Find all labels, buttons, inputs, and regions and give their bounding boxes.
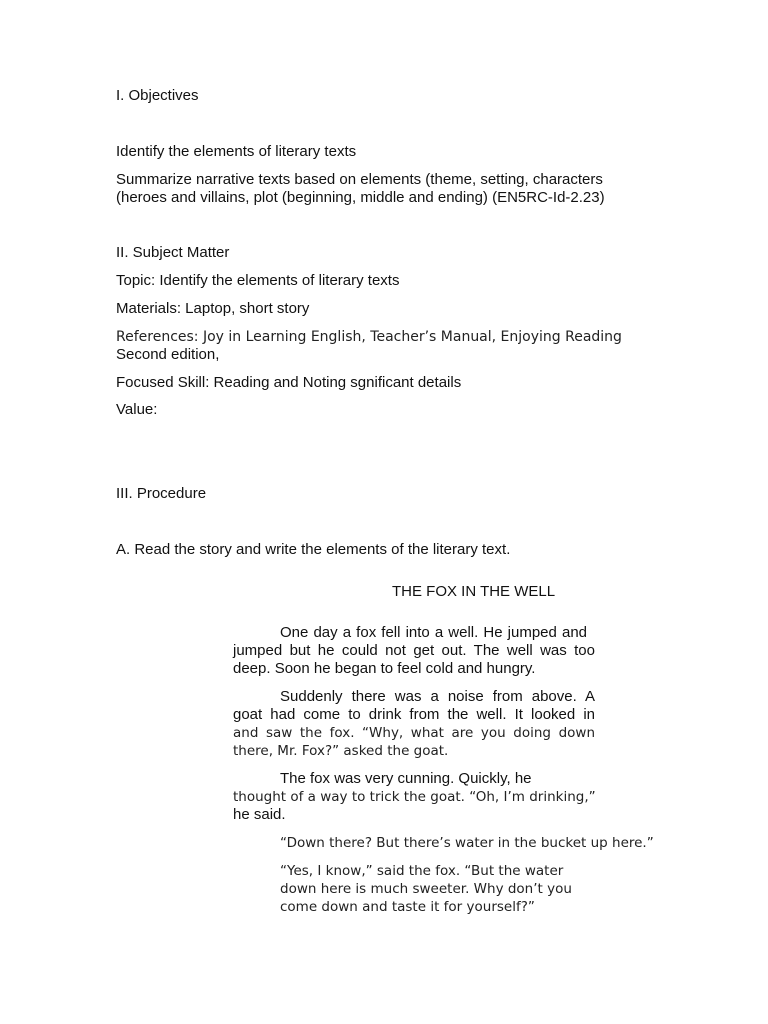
story-p1-line-2: jumped but he could not get out. The well was too — [233, 642, 595, 659]
story-p2-line-3: and saw the fox. “Why, what are you doing down — [233, 725, 595, 741]
objective-item-2-line-1: Summarize narrative texts based on elements (theme, setting, characters — [116, 171, 603, 188]
story-p2-line-1: Suddenly there was a noise from above. A — [280, 688, 595, 705]
objectives-heading: I. Objectives — [116, 87, 199, 104]
story-p3-line-3: he said. — [233, 806, 286, 823]
materials-line: Materials: Laptop, short story — [116, 300, 310, 317]
story-p2-line-4: there, Mr. Fox?” asked the goat. — [233, 743, 449, 759]
story-p5-line-3: come down and taste it for yourself?” — [280, 899, 535, 915]
subject-matter-heading: II. Subject Matter — [116, 244, 230, 261]
story-title: THE FOX IN THE WELL — [392, 583, 556, 600]
objective-item-2-line-2: (heroes and villains, plot (beginning, middle and ending) (EN5RC-Id-2.23) — [116, 189, 605, 206]
procedure-heading: III. Procedure — [116, 485, 207, 502]
focused-skill-line: Focused Skill: Reading and Noting sgnificant details — [116, 374, 462, 391]
objective-item-1: Identify the elements of literary texts — [116, 143, 357, 160]
topic-line: Topic: Identify the elements of literary texts — [116, 272, 400, 289]
story-p3-line-2: thought of a way to trick the goat. “Oh, I’m drinking,” — [233, 789, 596, 805]
story-p4: “Down there? But there’s water in the bucket up here.” — [280, 835, 654, 851]
story-p5-line-1: “Yes, I know,” said the fox. “But the water — [280, 863, 564, 879]
story-p2-line-2: goat had come to drink from the well. It looked in — [233, 706, 595, 723]
references-line-2: Second edition, — [116, 346, 220, 363]
story-p3-line-1: The fox was very cunning. Quickly, he — [280, 770, 532, 787]
story-p5-line-2: down here is much sweeter. Why don’t you — [280, 881, 572, 897]
references-line-1: References: Joy in Learning English, Teacher’s Manual, Enjoying Reading — [116, 329, 622, 345]
value-line: Value: — [116, 401, 158, 418]
story-p1-line-1: One day a fox fell into a well. He jumped and — [280, 624, 587, 641]
story-p1-line-3: deep. Soon he began to feel cold and hungry. — [233, 660, 536, 677]
procedure-instruction: A. Read the story and write the elements of the literary text. — [116, 541, 511, 558]
